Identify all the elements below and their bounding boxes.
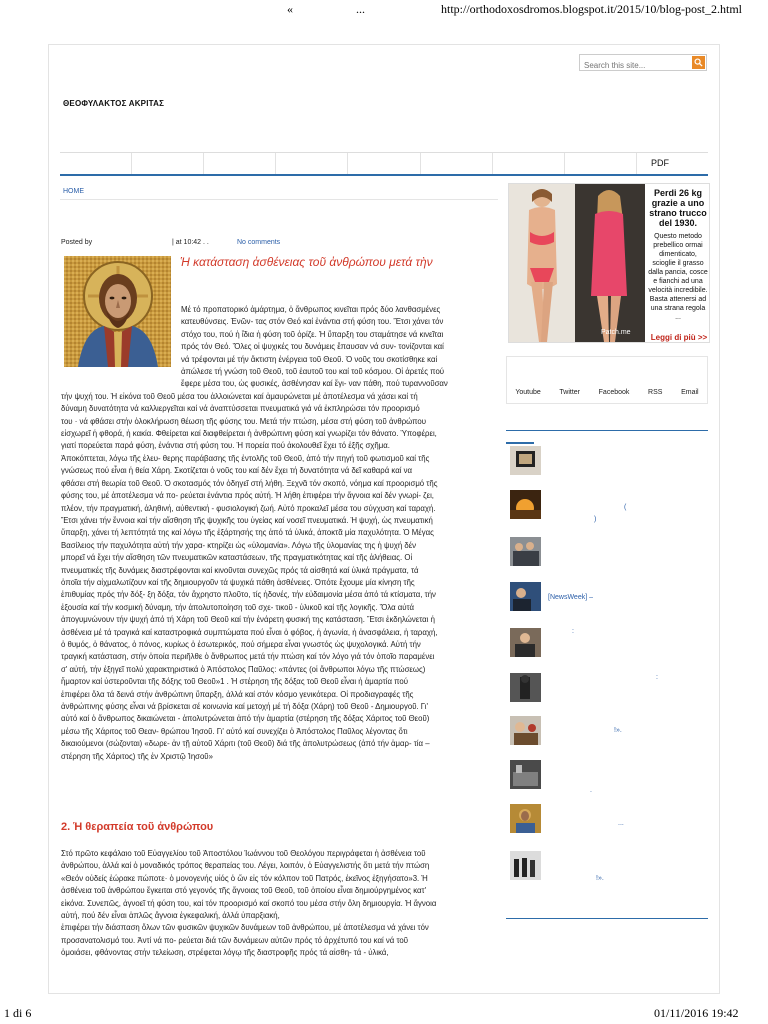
nav-item[interactable] [276,153,348,174]
social-facebook-link[interactable]: Facebook [598,389,630,396]
post-time: | at 10:42 . . [172,239,209,246]
print-header [0,0,768,18]
list-item-label: ... [618,820,624,827]
nav-item[interactable] [60,153,132,174]
post-paragraph-line: «Θεόν οὐδείς ἑώρακε πώποτε· ὁ μονογενής υἱός ὁ ὤν εἰς τόν κόλπον τοῦ Πατρός, ἐκεῖνος ἐξηγήσατο»3. Ἡ [61,873,428,883]
list-item-label: [NewsWeek] – [548,594,593,601]
nav-bar [60,152,708,176]
social-twitter-link[interactable]: Twitter [559,389,581,396]
post-paragraph-line: γιατί πορεύεται παρά φύση, ἐνάντια στή φύση του. Ἡ πορεία πού ἀκολουθεῖ ἔχει τό ἑξῆς σχῆμα. [61,441,390,451]
post-paragraph-line: εἰκόνα. Συνεπῶς, ἀγνοεῖ τή φύση του, καί τόν προορισμό καί σκοπό του μέσα στήν ὅλη δημιουργία. Ἡ ἄγνοια [61,898,437,908]
post-paragraph-line: αὐτό καί ὁ ἄνθρωπος δικαιώνεται - ἀπολυτρώνεται ἀπό τήν ἁμαρτία (στέρηση τῆς δόξας Χάριτος τοῦ Θεοῦ) [61,714,430,724]
post-paragraph-line: προσανατολισμό του. Ἀντί νά πο- ρεύεται διά τῶν δυνάμεων αὐτῶν πρός τό ἀρχέτυπό του καί νά τοῦ [61,935,409,945]
post-paragraph-line: στέρηση τῆς Χάριτος) τῆς ἐν Χριστῷ Ἰησοῦ» [61,751,213,761]
post-paragraph-line: ἀσθένεια μέ τά τραγικά καί καταστροφικά συμπτώματα πού εἶναι ὁ φόβος, ἡ ἀγωνία, ἡ ἀνασφάλεια, ἡ ταραχή, [61,627,438,637]
post-paragraph-line: τραγική κατάσταση, στήν ὁποία περιῆλθε ὁ ἄνθρωπος μετά τήν πτώση καί τόν λόγο γιά τόν ὁποῖο παραμένει [61,652,435,662]
post-author-label: Posted by [61,239,93,246]
nav-item[interactable] [493,153,565,174]
nav-item[interactable] [565,153,637,174]
print-header-middle: ... [356,2,365,16]
post-body [61,304,496,763]
search-input[interactable] [580,58,690,73]
post-thumbnail [510,804,541,833]
list-item-label: !». [614,727,622,734]
social-box [506,356,708,404]
post-paragraph-line: ἐξουσία καί τήν κοσμική δύναμη, τήν ἀπολυτοποίηση τοῦ σχε- τικοῦ - ὑλικοῦ καί τῆς λογικῆς. Ὅλα αὐτά [61,602,415,612]
post-paragraph-line: ἀπογυμνώνουν τήν ψυχή ἀπό τή Χάρη τοῦ Θεοῦ καί τήν ἐνάρετη φυσική της κατάσταση. Ἔτσι ἐκδηλώνεται ἡ [61,615,435,625]
search-box [579,54,707,71]
post-paragraph-line: του · νά φθάσει στήν ὁλοκλήρωση θέωση τῆς φύσης του. Μετά τήν πτώση, μέσα στή φύση τοῦ ἀνθρώπου [61,416,426,426]
post-paragraph-line: νά τρέφονται μέ τήν ἄκτιστη ἐνέργεια τοῦ Θεοῦ. Ὁ νοῦς του σκοτίσθηκε καί [181,354,438,364]
post-paragraph-line: ὁμοιάσει, φθάνοντας στήν τελείωση, στρέφεται λόγῳ τῆς διαστροφῆς πρός τά αἰσθη- τά - ὑλικά, [61,948,389,958]
social-youtube-link[interactable]: Youtube [515,389,541,396]
post-thumbnail [510,537,541,566]
post-title: Ἡ κατάσταση ἀσθένειας τοῦ ἀνθρώπου μετά τὴν [180,255,433,269]
list-item-label: . [590,787,592,794]
print-header-url: http://orthodoxosdromos.blogspot.it/2015/10/blog-post_2.html [441,2,743,16]
post-paragraph-line: μέσω τῆς Χάριτος τοῦ Θεαν- θρώπου Ἰησοῦ. Γι' αὐτό καί συνεχίζει ὁ Ἀπόστολος Παῦλος λέγοντας ὅτι [61,726,408,736]
section-heading: 2. Ἡ θεραπεία τοῦ ἀνθρώπου [61,821,214,833]
post-thumbnail [510,760,541,789]
post-paragraph-line: κατευθύνσεις. Ἐνῶν- τας στόν Θεό καί ἐνάντια στή φύση του. Ἔτσι χάνει τόν [181,317,444,327]
post-paragraph-line: πνευματικές τῆς δυνάμεις διαστρέφονται καί κινοῦνται συνεχῶς πρός τά αἰσθητά καί ὑλικά πράγματα, τά [61,565,419,575]
sidebar-divider [506,442,534,444]
ad-photo [509,184,645,343]
post-paragraph-line: στόχο του, πού ἡ ἴδια ἡ φύση τοῦ ὁρίζε. Ἡ ὕπαρξη του σταμάτησε νά κινεῖται [181,329,444,339]
post-comments-link[interactable]: No comments [237,239,281,246]
ad-body: Questo metodo prebellico ormai dimenticato, scioglie il grasso dalla pancia, cosce e fianchi ad una velocità incredibile. Basta attenersi ad una strana regola ... [648,233,708,321]
post-paragraph-line: ἀνθρώπινης φύσης εἶναι νά βρίσκεται σέ κοινωνία καί μετοχή μέ τή δόξα (Χάρη) τοῦ Θεοῦ - Δημιουργοῦ. Γι' [61,702,428,711]
list-item-label: : [572,628,574,635]
post-paragraph-line: γνώσεως πού εἶναι ἡ θεία Χάρη. Σκοτίζεται ὁ νοῦς του καί δέν ἔχει τή δυνατότητα νά δεῖ καθαρά καί να [61,466,413,476]
post-paragraph-line: Μέ τό προπατορικό ἁμάρτημα, ὁ ἄνθρωπος κινεῖται πρός δύο λανθασμένες [181,305,441,314]
post-paragraph-line: δύναμη δυνατότητα νά καλλιεργεῖται καί νά ἀναπτύσσεται πνευματικά γιά νά ἐκπληρώσει τόν προορισμό [61,404,420,414]
post-paragraph-line: μπορεῖ νά ἔχει τήν αἴσθηση τῶν πνευματικῶν καταστάσεων, τῆς πραγματικότητας καί τῆς ἀλήθειας. Οἱ [61,553,413,563]
sidebar-ad[interactable] [508,183,710,343]
post-thumbnail [510,673,541,702]
nav-item[interactable] [348,153,420,174]
list-item-label: !». [596,875,604,882]
sidebar-divider [506,918,708,919]
nav-pdf-link[interactable]: PDF [651,158,669,168]
post-paragraph-line: πλέον, τήν πραγματική, ἀληθινή, αὐθεντική - φυσιολογική ζωή. Αὐτό προκαλεῖ μέσα του σύγχυση καί ταραχή. [61,503,436,513]
sidebar-divider [506,430,708,431]
post-meta [61,239,281,246]
print-header-left: « [287,2,293,16]
post-paragraph-line: Στό πρῶτο κεφάλαιο τοῦ Εὐαγγελίου τοῦ Ἀποστόλου Ἰωάννου τοῦ Θεολόγου περιγράφεται ἡ ἀσθένεια τοῦ [61,849,426,858]
post-paragraph-line: ἐπιφέρει ὅλα τά δεινά στήν ἀνθρώπινη ὕπαρξη, ἀλλά καί στόν κόσμο γενικότερα. Οἱ προδιαγραφές τῆς [61,689,414,699]
post-thumbnail [510,851,541,880]
post-paragraph-line: ὁποῖα τήν αἰχμαλωτίζουν καί τῆς δημιουργοῦν τά ψυχικά πάθη ἀσθένειες. Ὁπότε ἔχουμε μία κίνηση τῆς [61,577,415,587]
post-paragraph-line: ἀσθένεια τοῦ ἀνθρώπου ἔγκειται στό γεγονός τῆς ἄγνοιας τοῦ Θεοῦ, τοῦ ὁποίου εἶναι δημιούργημένος κατ' [61,886,427,896]
social-links [506,389,708,396]
post-thumbnail [510,582,541,611]
post-paragraph-line: πρός τόν Θεό. Ὅλες οἱ ψυχικές του δυνάμεις ἔπαυσαν νά συν- τονίζονται καί [181,342,444,352]
post-paragraph-line: ἀνθρώπου, ἀλλά καί ὁ μοναδικός τρόπος θεραπείας του. Λέγει, λοιπόν, ὁ Εὐαγγελιστής ὅτι μετά τήν πτώση [61,861,430,871]
post-paragraph-line: δικαιούμενοι (σώζονται) «δωρε- ἀν τῇ αὐτοῦ Χάριτι (τοῦ Θεοῦ) διά τῆς ἀπολυτρώσεως (ἀπό τήν ἁμαρ- τία – [61,739,430,749]
ad-headline: Perdi 26 kg grazie a uno strano trucco del 1930. [649,188,707,228]
post-paragraph-line: ἔφερε μέσα του, ὡς φυσικές, ἀσθένησαν καί ἔγι- ναν πάθη, πού τυραννοῦσαν [181,379,448,389]
svg-text:Patch.me: Patch.me [601,329,631,336]
nav-item[interactable] [204,153,276,174]
post-paragraph-line: τήν ψυχή του. Ἡ εἰκόνα τοῦ Θεοῦ μέσα του ἀλλοιώνεται καί ἀμαυρώνεται μέ ἀποτέλεσμα νά χάσει καί τή [61,391,418,401]
post-paragraph-line: σ' αὐτή, τήν ἐξηγεῖ πολύ χαρακτηριστικά ὁ Ἀπόστολος Παῦλος: «πάντες (οἱ ἄνθρωποι λόγω τῆς πτώσεως) [61,664,426,674]
post-paragraph-line: ὕπαρξη, χάνει τή λεπτότητά της καί λόγω τῆς ἐξάρτησής της ἀπό τά ὑλικά, ἀποκτᾶ μία παχυλότητα. Ὁ Μέγας [61,528,434,538]
list-item-label: ) [594,516,597,523]
social-email-link[interactable]: Email [681,389,699,396]
post-paragraph-line: Βασίλειος τήν παχυλότητα αὐτή τήν χαρα- κτηρίζει ὡς «ὑλομανία». Λόγω τῆς ὑλομανίας της ἡ ψυχή δέν [61,540,417,550]
post-paragraph-line: φύσης του, μέ ἀποτέλεσμα νά πο- ρεύεται ἐνάντια πρός αὐτή. Ἡ λήθη ἐπιφέρει τήν ἄγνοια καί δέν γνωρί- ζει, [61,491,434,501]
post-paragraph-line: ἀπώλεσε τή γνώση τοῦ Θεοῦ, τοῦ ἑαυτοῦ του καί τοῦ κόσμου. Οἱ ἀρετές πού [181,367,445,377]
nav-item[interactable] [637,153,708,174]
post-thumbnail [510,446,541,475]
post-paragraph-line: ἐπιθυμίας πρός τήν δόξ- ξη δόξα, τόν ἄχρηστο πλοῦτο, τίς ἡδονές, τήν εὐδαιμονία μέσα ἀπό τά κτίσματα, τήν [61,590,436,600]
post-paragraph-line: Ἔτσι χάνει τήν ἔννοια καί τήν αἴσθηση τῆς ψυχικῆς του ὑγείας καί νοσεῖ πνευματικά. Ἡ ψυχή, ὡς πνευματική [61,515,433,525]
ad-text [647,188,709,322]
post-paragraph-line: Ἀποκόπτεται, λόγω τῆς ἐλευ- θερης παράβασης τῆς ἐντολῆς τοῦ Θεοῦ, ἀπό τήν πηγή τοῦ φωτισμοῦ καί τῆς [61,453,430,463]
post-paragraph-line: αὐτή, πού δέν εἶναι ἁπλῶς ἄγνοια ἐγκεφαλική, ἀλλά ὑπαρξιακή, [61,911,280,921]
print-page-number: 1 di 6 [4,1006,32,1020]
print-timestamp: 01/11/2016 19:42 [654,1006,739,1020]
post-thumbnail [510,490,541,519]
breadcrumb-home[interactable]: HOME [63,188,84,195]
post-paragraph-line: ἥμαρτον καί ὑστεροῦνται τῆς δόξης τοῦ Θεοῦ»1 . Ἡ στέρηση τῆς δόξας τοῦ Θεοῦ εἶναι ἡ ἁμαρτία πού [61,677,408,687]
post-body-section2 [61,848,496,960]
nav-item[interactable] [421,153,493,174]
divider [60,199,498,200]
post-thumbnail [510,628,541,657]
post-paragraph-line: εἰσχωρεῖ ἡ φθορά, ἡ κακία. Φθείρεται καί διαφθείρεται ἡ ἀνθρώπινη φύση καί γνωρίζει τόν θάνατο. Ὑποφέρει, [61,429,437,439]
search-button[interactable] [692,56,705,69]
post-body-indented [61,304,496,391]
social-rss-link[interactable]: RSS [648,389,663,396]
post-paragraph-line: φθάσει στή θεωρία τοῦ Θεοῦ. Ὁ σκοτασμός τόν ὁδηγεῖ στή λήθη. Ξεχνᾶ τόν σκοπό, νόημα καί προορισμό τῆς [61,478,438,488]
ad-read-more-link[interactable]: Leggi di più >> [650,333,708,342]
site-title[interactable]: ΘΕΟΦΥΛΑΚΤΟΣ ΑΚΡΙΤΑΣ [63,99,165,108]
list-item-label: ( [624,504,627,511]
list-item-label: : [656,674,658,681]
nav-item[interactable] [132,153,204,174]
post-paragraph-line: ὁ θυμός, ὁ θάνατος, ὁ πόνος, κυρίως ὁ ἐσωτερικός, πού σήμερα εἶναι γνωστός ὡς ψυχολογικά. Αὐτή τήν [61,639,421,649]
post-thumbnail [510,716,541,745]
search-icon [694,58,703,67]
post-paragraph-line: ἐπιφέρει τήν διάσπαση ὅλων τῶν φυσικῶν ψυχικῶν δυνάμεων τοῦ ἀνθρώπου, μέ ἀποτέλεσμα νά χάνει τόν [61,923,429,933]
